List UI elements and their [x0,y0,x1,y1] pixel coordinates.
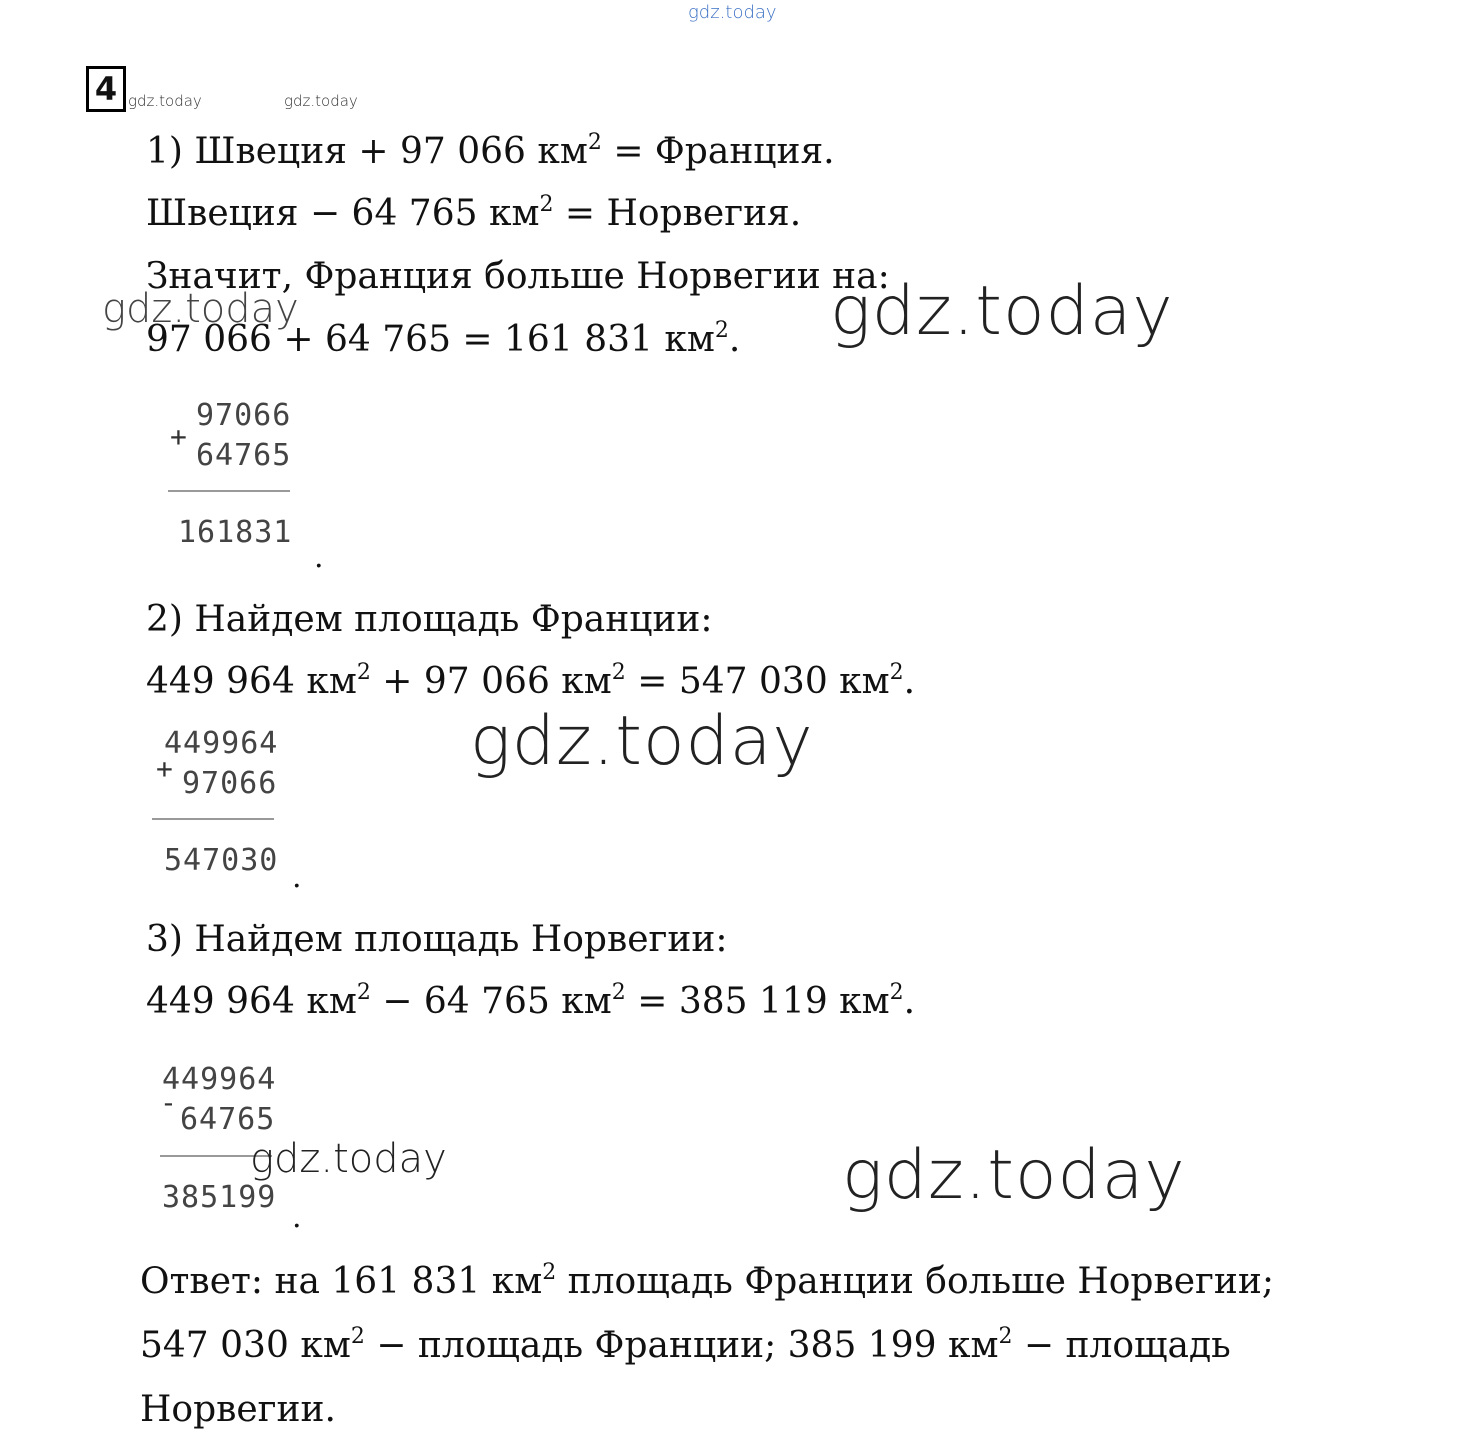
step1-line2 [146,192,801,236]
column2-result: 547030 [164,843,279,878]
superscript: 2 [587,130,602,155]
column2-dot: . [292,860,302,895]
task-number-box: 4 [86,66,126,112]
step2-line2 [146,660,915,704]
step2-line2-text-a: 449 964 км [146,661,357,702]
superscript: 2 [611,660,626,685]
column1-top: 97066 [196,398,292,433]
superscript: 2 [356,660,371,685]
watermark-side: gdz.today [102,286,299,332]
column2-rule [152,818,274,820]
watermark-small-1: gdz.today [128,92,202,110]
watermark-big-1: gdz.today [830,272,1174,351]
column3-top: 449964 [162,1062,277,1097]
superscript: 2 [889,980,904,1005]
answer-line1-text-a: Ответ: на 161 831 км [140,1261,543,1302]
step1-line3: Значит, Франция больше Норвегии на: [146,256,890,297]
step1-line2-text: Швеция − 64 765 км [146,193,540,234]
answer-line2-text-a: 547 030 км [140,1325,351,1366]
answer-line2 [140,1324,1231,1368]
step3-line1: 3) Найдем площадь Норвегии: [146,919,728,960]
step1-line2-text-end: = Норвегия. [553,193,802,234]
step2-line2-text-b: + 97 066 км [370,661,612,702]
step1-line1-text: 1) Швеция + 97 066 км [146,131,588,172]
step2-line2-text-c: = 547 030 км [625,661,890,702]
watermark-top: gdz.today [688,2,777,23]
step1-line4-text-end: . [728,319,741,360]
step3-line2 [146,980,915,1024]
superscript: 2 [714,318,729,343]
superscript: 2 [539,192,554,217]
answer-line1-text-b: площадь Франции больше Норвегии; [556,1261,1275,1302]
watermark-big-3: gdz.today [842,1136,1186,1215]
step3-line2-text-d: . [903,981,916,1022]
superscript: 2 [356,980,371,1005]
column2-top: 449964 [164,726,279,761]
column1-dot: . [314,540,324,575]
column3-dot: . [292,1200,302,1235]
column3-bottom: 64765 [180,1102,276,1137]
superscript: 2 [611,980,626,1005]
column1-sign: + [170,420,187,453]
watermark-big-2: gdz.today [470,702,814,781]
column1-rule [168,490,290,492]
column2-sign: + [156,752,173,785]
answer-line2-text-c: − площадь [1012,1325,1231,1366]
step1-line1 [146,130,835,174]
step1-line4 [146,318,740,362]
answer-line1 [140,1260,1274,1304]
step3-line2-text-c: = 385 119 км [625,981,890,1022]
step2-line2-text-d: . [903,661,916,702]
answer-line3: Норвегии. [140,1389,336,1430]
superscript: 2 [350,1324,365,1349]
column3-result: 385199 [162,1180,277,1215]
column1-bottom: 64765 [196,438,292,473]
watermark-small-2: gdz.today [284,92,358,110]
watermark-mid: gdz.today [250,1136,447,1182]
step1-line1-text-end: = Франция. [601,131,835,172]
step3-line2-text-b: − 64 765 км [370,981,612,1022]
column1-result: 161831 [178,515,293,550]
column3-sign: - [160,1086,177,1119]
superscript: 2 [998,1324,1013,1349]
superscript: 2 [889,660,904,685]
column2-bottom: 97066 [182,766,278,801]
superscript: 2 [542,1260,557,1285]
step2-line1: 2) Найдем площадь Франции: [146,599,713,640]
step1-line4-text: 97 066 + 64 765 = 161 831 км [146,319,715,360]
step3-line2-text-a: 449 964 км [146,981,357,1022]
answer-line2-text-b: − площадь Франции; 385 199 км [364,1325,999,1366]
